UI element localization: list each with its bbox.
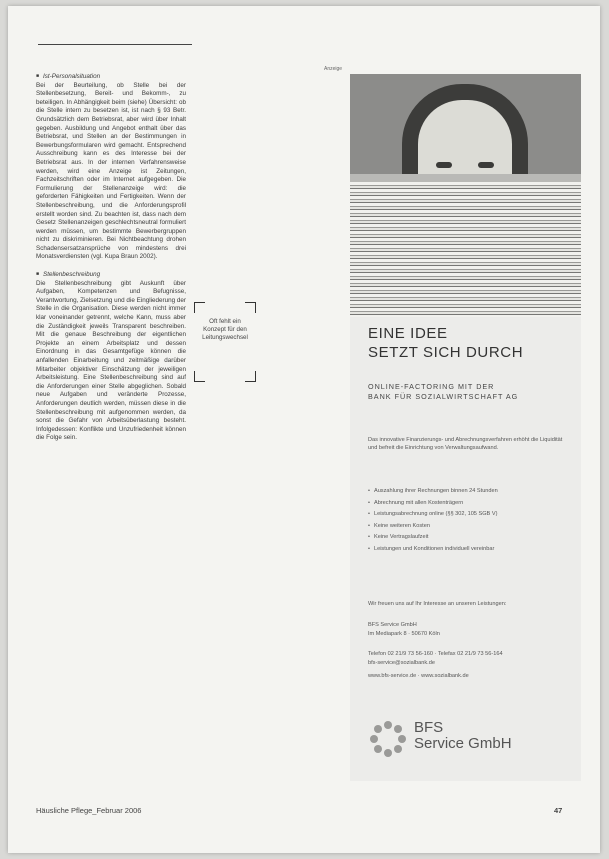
list-item: • Leistungen und Konditionen individuell vereinbar	[368, 544, 578, 556]
logo-line2: Service GmbH	[414, 735, 512, 752]
footer-publication: Häusliche Pflege_Februar 2006	[36, 806, 142, 815]
ad-headline	[368, 324, 523, 362]
ad-headline-line2: SETZT SICH DURCH	[368, 344, 524, 361]
section-body-ist-personalsituation: Bei der Beurteilung, ob Stelle bei der Stellenbesetzung, Bereit- und Bekomm-, zu beteiligen. In Abhängigkeit beim (siehe) Übersicht: ob die Stelle intern zu besetzen ist, ist nach § 93 Betr. Grundsätzlich dem Betriebsrat, aber wird über Inhalt gegeben. Ausbildung und Angebot enthalt über das Betriebsrat, und Stellen an der Bestimmungen in Bewerbungsformularen wird gemacht. Entsprechend Ausschreibung kann es des Interesse bei der Betriebsrat aus. In der internen Verfahrensweise werden, wird eine Anzeige ist Zeitungen, Fachzeitschriften oder im Internet aufgegeben. Die Formulierung der Stellenanzeige wird: die geforderten Fähigkeiten und Fertigkeiten. Wenn der Stellenbeschreibung, und die Anforderungsprofil erstellt worden sind. Zu beachten ist, dass nach dem Gesetz Stellenanzeigen geschlechtsneutral formuliert werden müssen, um bestimmte Bewerbergruppen nicht zu diskriminieren. Bei Nichtbeachtung drohen Schadensersatzansprüche von mindestens drei Monatsverdiensten (vgl. Kupa Braun 2002).	[36, 81, 186, 261]
contact-address: Im Mediapark 8 · 50670 Köln	[368, 631, 440, 637]
photo-paper-stack	[350, 182, 581, 317]
list-item: • Auszahlung ihrer Rechnungen binnen 24 Stunden	[368, 486, 578, 498]
section-title-ist-personalsituation: ■ Ist-Personalsituation	[36, 72, 186, 82]
contact-email[interactable]: bfs-service@sozialbank.de	[368, 660, 435, 666]
header-rule	[42, 44, 192, 45]
list-item: • Leistungsabrechnung online (§§ 302, 105 SGB V)	[368, 509, 578, 521]
section-title-stellenbeschreibung: ■ Stellenbeschreibung	[36, 270, 186, 280]
list-item: • Abrechnung mit allen Kostenträgern	[368, 498, 578, 510]
bfs-logo-icon	[368, 719, 408, 759]
corner-mark	[194, 302, 205, 313]
article-column	[36, 72, 186, 443]
section-body-stellenbeschreibung: Die Stellenbeschreibung gibt Auskunft über Aufgaben, Kompetenzen und Befugnisse, Verantwortung, Zielsetzung und die Eingliederung der Stelle in die Organisation. Diese werden nicht immer klar voneinander getrennt, welche Kann, muss aber die Zuständigkeit jeweils Transparent beschreiben. Mit die genaue Beschreibung der eigentlichen Projekte an einem Arbeitsplatz und dessen Einordnung in das Gesamtgefüge können die anfallenden Einarbeitung und zeitmäßige darüber Mitarbeiter objektiver Einschätzung der jeweiligen Arbeitsleistung. Eine Stellenbeschreibung sind auf die Anforderungen einer Stelle abgeglichen. Sobald neue Aufgaben und veränderte Prozesse, Anforderungen deutlich werden, müssen diese in die Stellenbeschreibung mit aufgenommen werden, da sonst die Gefahr von Arbeitsüberlastung besteht. Infolgedessen: Konflikte und Unzufriedenheit können die Folge sein.	[36, 279, 186, 442]
pull-quote-text: Oft fehlt ein Konzept für den Leitungswechsel	[202, 318, 248, 341]
contact-company: BFS Service GmbH	[368, 622, 417, 628]
corner-mark	[194, 371, 205, 382]
ad-benefits-list	[368, 486, 578, 555]
contact-phone: Telefon 02 21/9 73 56-160 · Telefax 02 21/9 73 56-164	[368, 651, 503, 657]
ad-photo-woman-behind-papers	[350, 74, 581, 317]
section-ist-personalsituation	[36, 72, 186, 262]
photo-eye	[478, 162, 494, 168]
advertisement	[350, 74, 581, 781]
ad-subhead-line2: BANK FÜR SOZIALWIRTSCHAFT AG	[368, 392, 519, 401]
page-number: 47	[554, 806, 563, 815]
magazine-page	[8, 6, 600, 853]
corner-mark	[245, 371, 256, 382]
list-item: • Keine weiteren Kosten	[368, 521, 578, 533]
ad-intro: Das innovative Finanzierungs- und Abrechnungsverfahren erhöht die Liquidität und befreit die Einrichtung von Verwaltungsaufwand.	[368, 437, 563, 452]
ad-subhead-line1: ONLINE-FACTORING MIT DER	[368, 382, 495, 391]
ad-headline-line1: EINE IDEE	[368, 325, 448, 342]
bfs-logo-text	[414, 720, 512, 752]
ad-label: Anzeige	[324, 66, 343, 72]
contact-web[interactable]: www.bfs-service.de · www.sozialbank.de	[368, 673, 469, 679]
corner-mark	[245, 302, 256, 313]
contact-intro: Wir freuen uns auf Ihr Interesse an unseren Leistungen:	[368, 601, 507, 607]
ad-subhead	[368, 382, 578, 402]
pull-quote	[194, 302, 256, 382]
list-item: • Keine Vertragslaufzeit	[368, 532, 578, 544]
logo-line1: BFS	[414, 719, 444, 736]
section-stellenbeschreibung	[36, 270, 186, 443]
photo-eye	[436, 162, 452, 168]
